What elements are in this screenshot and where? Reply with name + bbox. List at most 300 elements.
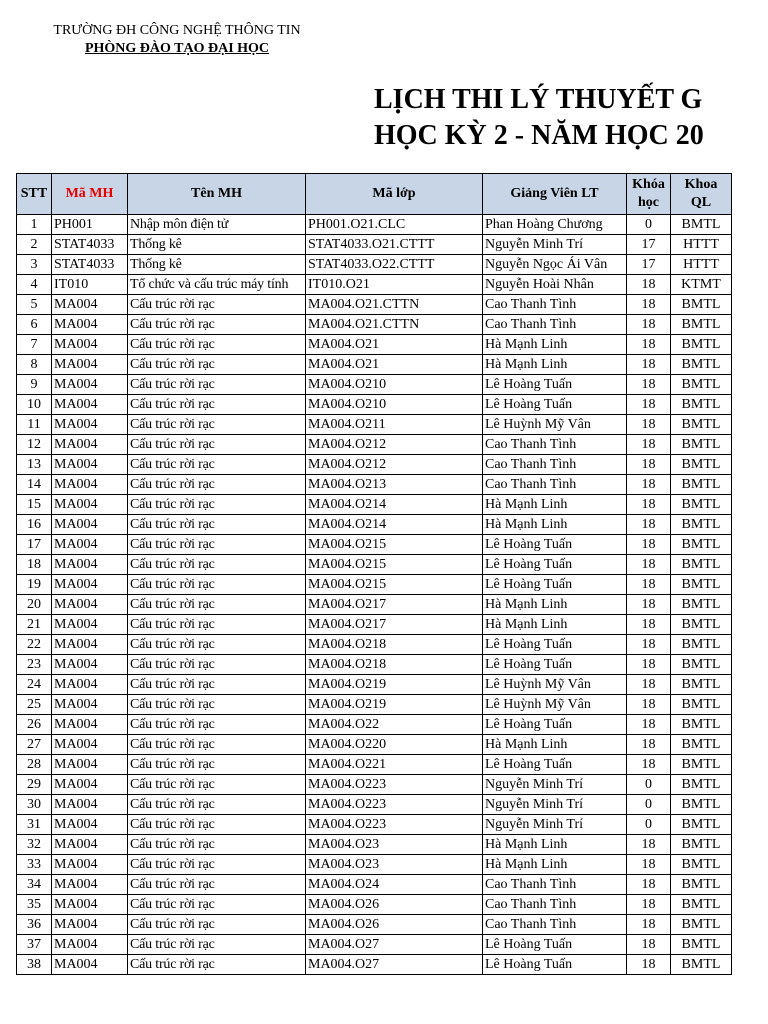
- cell-course-code: STAT4033: [52, 235, 128, 255]
- table-row: [17, 475, 732, 495]
- cell-course-name: Cấu trúc rời rạc: [128, 835, 306, 855]
- table-body: [17, 215, 732, 975]
- cell-stt: 15: [17, 495, 52, 515]
- cell-cohort: 17: [627, 235, 671, 255]
- cell-course-name: Tổ chức và cấu trúc máy tính: [128, 275, 306, 295]
- cell-stt: 14: [17, 475, 52, 495]
- cell-lecturer: Nguyễn Minh Trí: [483, 775, 627, 795]
- cell-course-code: MA004: [52, 515, 128, 535]
- table-row: [17, 355, 732, 375]
- cell-course-name: Cấu trúc rời rạc: [128, 815, 306, 835]
- cell-cohort: 18: [627, 535, 671, 555]
- table-row: [17, 635, 732, 655]
- cell-course-name: Cấu trúc rời rạc: [128, 555, 306, 575]
- cell-course-name: Cấu trúc rời rạc: [128, 435, 306, 455]
- cell-stt: 34: [17, 875, 52, 895]
- cell-class-code: MA004.O215: [306, 535, 483, 555]
- table-row: [17, 515, 732, 535]
- cell-cohort: 18: [627, 755, 671, 775]
- table-row: [17, 415, 732, 435]
- cell-lecturer: Lê Hoàng Tuấn: [483, 715, 627, 735]
- cell-course-code: MA004: [52, 575, 128, 595]
- cell-lecturer: Cao Thanh Tình: [483, 315, 627, 335]
- cell-class-code: MA004.O24: [306, 875, 483, 895]
- cell-cohort: 18: [627, 595, 671, 615]
- cell-course-name: Cấu trúc rời rạc: [128, 315, 306, 335]
- cell-class-code: MA004.O214: [306, 515, 483, 535]
- cell-stt: 29: [17, 775, 52, 795]
- cell-class-code: MA004.O27: [306, 955, 483, 975]
- cell-course-name: Cấu trúc rời rạc: [128, 375, 306, 395]
- cell-course-code: MA004: [52, 875, 128, 895]
- cell-cohort: 18: [627, 435, 671, 455]
- cell-cohort: 18: [627, 475, 671, 495]
- cell-course-code: PH001: [52, 215, 128, 235]
- cell-course-code: MA004: [52, 475, 128, 495]
- cell-stt: 1: [17, 215, 52, 235]
- cell-course-code: MA004: [52, 775, 128, 795]
- cell-course-code: MA004: [52, 635, 128, 655]
- cell-stt: 33: [17, 855, 52, 875]
- cell-course-code: MA004: [52, 615, 128, 635]
- cell-course-name: Cấu trúc rời rạc: [128, 495, 306, 515]
- cell-course-name: Cấu trúc rời rạc: [128, 795, 306, 815]
- cell-course-code: MA004: [52, 395, 128, 415]
- table-row: [17, 775, 732, 795]
- cell-cohort: 18: [627, 875, 671, 895]
- cell-stt: 12: [17, 435, 52, 455]
- cell-class-code: MA004.O26: [306, 915, 483, 935]
- cell-class-code: MA004.O211: [306, 415, 483, 435]
- cell-stt: 5: [17, 295, 52, 315]
- table-row: [17, 535, 732, 555]
- table-row: [17, 275, 732, 295]
- cell-course-name: Nhập môn điện tử: [128, 215, 306, 235]
- university-name: TRƯỜNG ĐH CÔNG NGHỆ THÔNG TIN: [53, 23, 301, 38]
- cell-faculty: BMTL: [671, 755, 732, 775]
- cell-faculty: BMTL: [671, 915, 732, 935]
- cell-lecturer: Cao Thanh Tình: [483, 475, 627, 495]
- cell-course-name: Cấu trúc rời rạc: [128, 475, 306, 495]
- cell-stt: 10: [17, 395, 52, 415]
- cell-stt: 32: [17, 835, 52, 855]
- cell-cohort: 18: [627, 735, 671, 755]
- cell-faculty: BMTL: [671, 595, 732, 615]
- cell-lecturer: Nguyễn Minh Trí: [483, 815, 627, 835]
- cell-course-code: MA004: [52, 815, 128, 835]
- cell-class-code: MA004.O212: [306, 435, 483, 455]
- cell-course-name: Cấu trúc rời rạc: [128, 895, 306, 915]
- cell-faculty: BMTL: [671, 895, 732, 915]
- cell-course-code: MA004: [52, 755, 128, 775]
- cell-course-name: Cấu trúc rời rạc: [128, 395, 306, 415]
- cell-course-name: Cấu trúc rời rạc: [128, 735, 306, 755]
- cell-course-code: MA004: [52, 955, 128, 975]
- department-name: PHÒNG ĐÀO TẠO ĐẠI HỌC: [84, 41, 270, 56]
- cell-course-code: MA004: [52, 795, 128, 815]
- cell-faculty: BMTL: [671, 315, 732, 335]
- table-row: [17, 755, 732, 775]
- cell-class-code: MA004.O215: [306, 575, 483, 595]
- cell-stt: 25: [17, 695, 52, 715]
- cell-faculty: BMTL: [671, 335, 732, 355]
- title-line-2: HỌC KỲ 2 - NĂM HỌC 20: [374, 120, 704, 151]
- cell-class-code: MA004.O23: [306, 855, 483, 875]
- column-header-faculty: Khoa QL: [671, 174, 732, 215]
- cell-cohort: 18: [627, 915, 671, 935]
- cell-faculty: BMTL: [671, 355, 732, 375]
- cell-stt: 16: [17, 515, 52, 535]
- cell-faculty: BMTL: [671, 415, 732, 435]
- cell-faculty: BMTL: [671, 855, 732, 875]
- organization-header: [52, 22, 302, 58]
- cell-course-name: Cấu trúc rời rạc: [128, 655, 306, 675]
- table-row: [17, 895, 732, 915]
- cell-lecturer: Lê Hoàng Tuấn: [483, 635, 627, 655]
- cell-class-code: MA004.O21: [306, 355, 483, 375]
- cell-cohort: 18: [627, 295, 671, 315]
- cell-class-code: MA004.O218: [306, 655, 483, 675]
- cell-faculty: BMTL: [671, 375, 732, 395]
- cell-cohort: 18: [627, 415, 671, 435]
- cell-stt: 19: [17, 575, 52, 595]
- cell-stt: 35: [17, 895, 52, 915]
- cell-stt: 28: [17, 755, 52, 775]
- table-row: [17, 915, 732, 935]
- cell-stt: 27: [17, 735, 52, 755]
- cell-stt: 6: [17, 315, 52, 335]
- cell-class-code: MA004.O217: [306, 595, 483, 615]
- table-row: [17, 835, 732, 855]
- cell-faculty: BMTL: [671, 575, 732, 595]
- cell-lecturer: Cao Thanh Tình: [483, 435, 627, 455]
- cell-course-code: MA004: [52, 715, 128, 735]
- cell-cohort: 18: [627, 675, 671, 695]
- cell-course-name: Cấu trúc rời rạc: [128, 535, 306, 555]
- cell-class-code: MA004.O220: [306, 735, 483, 755]
- cell-cohort: 18: [627, 455, 671, 475]
- cell-course-name: Thống kê: [128, 255, 306, 275]
- table-row: [17, 435, 732, 455]
- cell-lecturer: Lê Hoàng Tuấn: [483, 575, 627, 595]
- cell-lecturer: Cao Thanh Tình: [483, 295, 627, 315]
- cell-cohort: 18: [627, 575, 671, 595]
- cell-class-code: MA004.O210: [306, 395, 483, 415]
- column-header-course-name: Tên MH: [128, 174, 306, 215]
- cell-class-code: MA004.O214: [306, 495, 483, 515]
- table-row: [17, 575, 732, 595]
- table-row: [17, 375, 732, 395]
- cell-lecturer: Hà Mạnh Linh: [483, 835, 627, 855]
- table-header-row: [17, 174, 732, 215]
- cell-lecturer: Hà Mạnh Linh: [483, 855, 627, 875]
- cell-cohort: 18: [627, 355, 671, 375]
- cell-faculty: BMTL: [671, 955, 732, 975]
- cell-stt: 4: [17, 275, 52, 295]
- cell-class-code: MA004.O27: [306, 935, 483, 955]
- cell-cohort: 0: [627, 215, 671, 235]
- cell-faculty: BMTL: [671, 475, 732, 495]
- table-row: [17, 495, 732, 515]
- cell-cohort: 18: [627, 935, 671, 955]
- cell-course-code: MA004: [52, 595, 128, 615]
- cell-class-code: MA004.O21.CTTN: [306, 315, 483, 335]
- cell-course-code: MA004: [52, 835, 128, 855]
- cell-stt: 24: [17, 675, 52, 695]
- cell-cohort: 18: [627, 615, 671, 635]
- document-title: [374, 82, 704, 154]
- cell-course-code: MA004: [52, 415, 128, 435]
- cell-faculty: BMTL: [671, 775, 732, 795]
- cell-cohort: 18: [627, 495, 671, 515]
- cell-course-code: MA004: [52, 735, 128, 755]
- cell-course-code: MA004: [52, 935, 128, 955]
- cell-faculty: BMTL: [671, 815, 732, 835]
- table-row: [17, 335, 732, 355]
- cell-course-name: Thống kê: [128, 235, 306, 255]
- cell-cohort: 18: [627, 375, 671, 395]
- cell-course-name: Cấu trúc rời rạc: [128, 855, 306, 875]
- cell-class-code: MA004.O223: [306, 795, 483, 815]
- cell-faculty: BMTL: [671, 715, 732, 735]
- table-row: [17, 935, 732, 955]
- cell-stt: 26: [17, 715, 52, 735]
- cell-course-name: Cấu trúc rời rạc: [128, 615, 306, 635]
- cell-class-code: MA004.O22: [306, 715, 483, 735]
- table-row: [17, 395, 732, 415]
- cell-faculty: BMTL: [671, 555, 732, 575]
- cell-cohort: 18: [627, 275, 671, 295]
- cell-stt: 13: [17, 455, 52, 475]
- cell-class-code: STAT4033.O21.CTTT: [306, 235, 483, 255]
- cell-course-name: Cấu trúc rời rạc: [128, 335, 306, 355]
- cell-stt: 36: [17, 915, 52, 935]
- cell-course-name: Cấu trúc rời rạc: [128, 915, 306, 935]
- cell-faculty: HTTT: [671, 235, 732, 255]
- cell-cohort: 18: [627, 895, 671, 915]
- cell-cohort: 18: [627, 715, 671, 735]
- cell-cohort: 0: [627, 795, 671, 815]
- cell-course-name: Cấu trúc rời rạc: [128, 355, 306, 375]
- cell-faculty: BMTL: [671, 935, 732, 955]
- column-header-class-code: Mã lớp: [306, 174, 483, 215]
- cell-lecturer: Lê Huỳnh Mỹ Vân: [483, 695, 627, 715]
- cell-class-code: MA004.O21: [306, 335, 483, 355]
- exam-schedule-table: [16, 173, 732, 975]
- cell-course-name: Cấu trúc rời rạc: [128, 635, 306, 655]
- cell-course-name: Cấu trúc rời rạc: [128, 515, 306, 535]
- cell-lecturer: Lê Huỳnh Mỹ Vân: [483, 675, 627, 695]
- cell-course-code: MA004: [52, 315, 128, 335]
- cell-stt: 31: [17, 815, 52, 835]
- table-row: [17, 235, 732, 255]
- cell-faculty: BMTL: [671, 395, 732, 415]
- cell-course-code: MA004: [52, 495, 128, 515]
- cell-class-code: MA004.O21.CTTN: [306, 295, 483, 315]
- cell-faculty: BMTL: [671, 515, 732, 535]
- cell-lecturer: Cao Thanh Tình: [483, 455, 627, 475]
- cell-stt: 37: [17, 935, 52, 955]
- cell-lecturer: Cao Thanh Tình: [483, 915, 627, 935]
- cell-class-code: MA004.O223: [306, 815, 483, 835]
- cell-course-code: MA004: [52, 655, 128, 675]
- cell-faculty: BMTL: [671, 835, 732, 855]
- cell-lecturer: Lê Hoàng Tuấn: [483, 555, 627, 575]
- cell-class-code: MA004.O215: [306, 555, 483, 575]
- cell-course-name: Cấu trúc rời rạc: [128, 575, 306, 595]
- cell-lecturer: Hà Mạnh Linh: [483, 355, 627, 375]
- cell-course-name: Cấu trúc rời rạc: [128, 935, 306, 955]
- cell-cohort: 18: [627, 695, 671, 715]
- cell-faculty: BMTL: [671, 495, 732, 515]
- cell-lecturer: Nguyễn Hoài Nhân: [483, 275, 627, 295]
- column-header-cohort: Khóa học: [627, 174, 671, 215]
- cell-course-name: Cấu trúc rời rạc: [128, 415, 306, 435]
- cell-course-code: MA004: [52, 455, 128, 475]
- cell-course-name: Cấu trúc rời rạc: [128, 875, 306, 895]
- table-row: [17, 675, 732, 695]
- cell-lecturer: Lê Hoàng Tuấn: [483, 535, 627, 555]
- cell-class-code: MA004.O217: [306, 615, 483, 635]
- cell-class-code: IT010.O21: [306, 275, 483, 295]
- table-row: [17, 815, 732, 835]
- table-row: [17, 735, 732, 755]
- table-row: [17, 715, 732, 735]
- cell-faculty: KTMT: [671, 275, 732, 295]
- cell-course-code: STAT4033: [52, 255, 128, 275]
- cell-faculty: BMTL: [671, 215, 732, 235]
- table-row: [17, 955, 732, 975]
- cell-course-code: MA004: [52, 895, 128, 915]
- cell-stt: 20: [17, 595, 52, 615]
- cell-lecturer: Lê Hoàng Tuấn: [483, 935, 627, 955]
- cell-lecturer: Hà Mạnh Linh: [483, 595, 627, 615]
- cell-lecturer: Lê Huỳnh Mỹ Vân: [483, 415, 627, 435]
- cell-cohort: 18: [627, 515, 671, 535]
- cell-class-code: MA004.O218: [306, 635, 483, 655]
- cell-faculty: BMTL: [671, 635, 732, 655]
- cell-course-code: MA004: [52, 535, 128, 555]
- table-row: [17, 595, 732, 615]
- cell-faculty: BMTL: [671, 535, 732, 555]
- cell-cohort: 18: [627, 335, 671, 355]
- cell-cohort: 18: [627, 395, 671, 415]
- cell-stt: 38: [17, 955, 52, 975]
- table-row: [17, 215, 732, 235]
- table-row: [17, 615, 732, 635]
- table-row: [17, 655, 732, 675]
- column-header-course-code: Mã MH: [52, 174, 128, 215]
- cell-course-name: Cấu trúc rời rạc: [128, 755, 306, 775]
- cell-faculty: BMTL: [671, 675, 732, 695]
- cell-lecturer: Nguyễn Minh Trí: [483, 235, 627, 255]
- cell-cohort: 18: [627, 555, 671, 575]
- cell-class-code: MA004.O213: [306, 475, 483, 495]
- cell-stt: 23: [17, 655, 52, 675]
- cell-cohort: 0: [627, 775, 671, 795]
- cell-faculty: BMTL: [671, 615, 732, 635]
- cell-lecturer: Cao Thanh Tình: [483, 895, 627, 915]
- cell-stt: 21: [17, 615, 52, 635]
- cell-faculty: BMTL: [671, 795, 732, 815]
- cell-class-code: MA004.O221: [306, 755, 483, 775]
- table-row: [17, 555, 732, 575]
- cell-class-code: STAT4033.O22.CTTT: [306, 255, 483, 275]
- title-line-1: LỊCH THI LÝ THUYẾT G: [374, 84, 703, 115]
- cell-cohort: 18: [627, 655, 671, 675]
- cell-class-code: MA004.O23: [306, 835, 483, 855]
- cell-stt: 8: [17, 355, 52, 375]
- cell-faculty: BMTL: [671, 435, 732, 455]
- cell-course-name: Cấu trúc rời rạc: [128, 715, 306, 735]
- table-row: [17, 295, 732, 315]
- cell-class-code: MA004.O26: [306, 895, 483, 915]
- cell-faculty: BMTL: [671, 295, 732, 315]
- cell-lecturer: Hà Mạnh Linh: [483, 615, 627, 635]
- cell-course-name: Cấu trúc rời rạc: [128, 595, 306, 615]
- cell-lecturer: Hà Mạnh Linh: [483, 735, 627, 755]
- cell-course-name: Cấu trúc rời rạc: [128, 675, 306, 695]
- cell-course-name: Cấu trúc rời rạc: [128, 295, 306, 315]
- cell-lecturer: Lê Hoàng Tuấn: [483, 755, 627, 775]
- cell-course-name: Cấu trúc rời rạc: [128, 955, 306, 975]
- cell-course-code: MA004: [52, 695, 128, 715]
- cell-course-code: MA004: [52, 355, 128, 375]
- table-row: [17, 315, 732, 335]
- cell-lecturer: Lê Hoàng Tuấn: [483, 955, 627, 975]
- column-header-stt: STT: [17, 174, 52, 215]
- cell-faculty: BMTL: [671, 455, 732, 475]
- table-row: [17, 855, 732, 875]
- cell-class-code: MA004.O219: [306, 675, 483, 695]
- cell-lecturer: Phan Hoàng Chương: [483, 215, 627, 235]
- column-header-lecturer: Giảng Viên LT: [483, 174, 627, 215]
- cell-stt: 17: [17, 535, 52, 555]
- cell-cohort: 18: [627, 855, 671, 875]
- cell-faculty: BMTL: [671, 735, 732, 755]
- cell-stt: 18: [17, 555, 52, 575]
- cell-faculty: BMTL: [671, 695, 732, 715]
- cell-course-code: MA004: [52, 855, 128, 875]
- cell-stt: 22: [17, 635, 52, 655]
- cell-class-code: MA004.O212: [306, 455, 483, 475]
- cell-stt: 11: [17, 415, 52, 435]
- cell-stt: 2: [17, 235, 52, 255]
- cell-lecturer: Cao Thanh Tình: [483, 875, 627, 895]
- table-row: [17, 455, 732, 475]
- cell-lecturer: Nguyễn Ngọc Ái Vân: [483, 255, 627, 275]
- cell-course-code: MA004: [52, 375, 128, 395]
- cell-cohort: 18: [627, 315, 671, 335]
- cell-class-code: MA004.O219: [306, 695, 483, 715]
- cell-faculty: HTTT: [671, 255, 732, 275]
- cell-course-code: IT010: [52, 275, 128, 295]
- cell-stt: 7: [17, 335, 52, 355]
- cell-course-name: Cấu trúc rời rạc: [128, 695, 306, 715]
- cell-cohort: 18: [627, 835, 671, 855]
- cell-lecturer: Hà Mạnh Linh: [483, 335, 627, 355]
- cell-course-name: Cấu trúc rời rạc: [128, 455, 306, 475]
- cell-cohort: 0: [627, 815, 671, 835]
- cell-stt: 9: [17, 375, 52, 395]
- cell-lecturer: Hà Mạnh Linh: [483, 495, 627, 515]
- table-row: [17, 875, 732, 895]
- cell-course-code: MA004: [52, 295, 128, 315]
- cell-cohort: 18: [627, 635, 671, 655]
- table-row: [17, 255, 732, 275]
- cell-course-code: MA004: [52, 555, 128, 575]
- cell-cohort: 17: [627, 255, 671, 275]
